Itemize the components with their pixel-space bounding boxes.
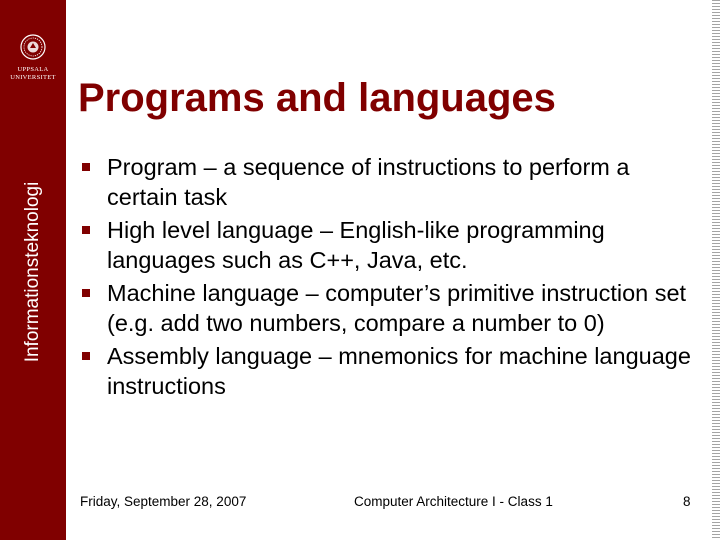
bullet-text: High level language – English-like programming languages such as C++, Java, etc. (107, 217, 605, 273)
bullet-item (80, 341, 705, 401)
bullet-list (80, 152, 705, 404)
seal-icon (20, 34, 46, 60)
bullet-text: Assembly language – mnemonics for machine language instructions (107, 343, 691, 399)
right-dotted-rule (712, 0, 720, 540)
square-bullet-icon (82, 163, 90, 171)
university-logo (9, 34, 57, 82)
square-bullet-icon (82, 289, 90, 297)
bullet-item (80, 152, 705, 212)
bullet-text: Machine language – computer’s primitive instruction set (e.g. add two numbers, compare a number to 0) (107, 280, 687, 336)
left-sidebar (0, 0, 66, 540)
square-bullet-icon (82, 352, 90, 360)
vertical-label: Informationsteknologi (22, 181, 43, 363)
footer-course: Computer Architecture I - Class 1 (354, 494, 553, 509)
bullet-item (80, 215, 705, 275)
slide-title: Programs and languages (78, 76, 556, 120)
logo-text-line1: UPPSALA (17, 66, 49, 73)
footer-date: Friday, September 28, 2007 (80, 494, 247, 509)
footer-page-number: 8 (683, 494, 691, 509)
logo-text-line2: UNIVERSITET (10, 74, 56, 81)
square-bullet-icon (82, 226, 90, 234)
bullet-item (80, 278, 705, 338)
bullet-text: Program – a sequence of instructions to perform a certain task (107, 154, 630, 210)
